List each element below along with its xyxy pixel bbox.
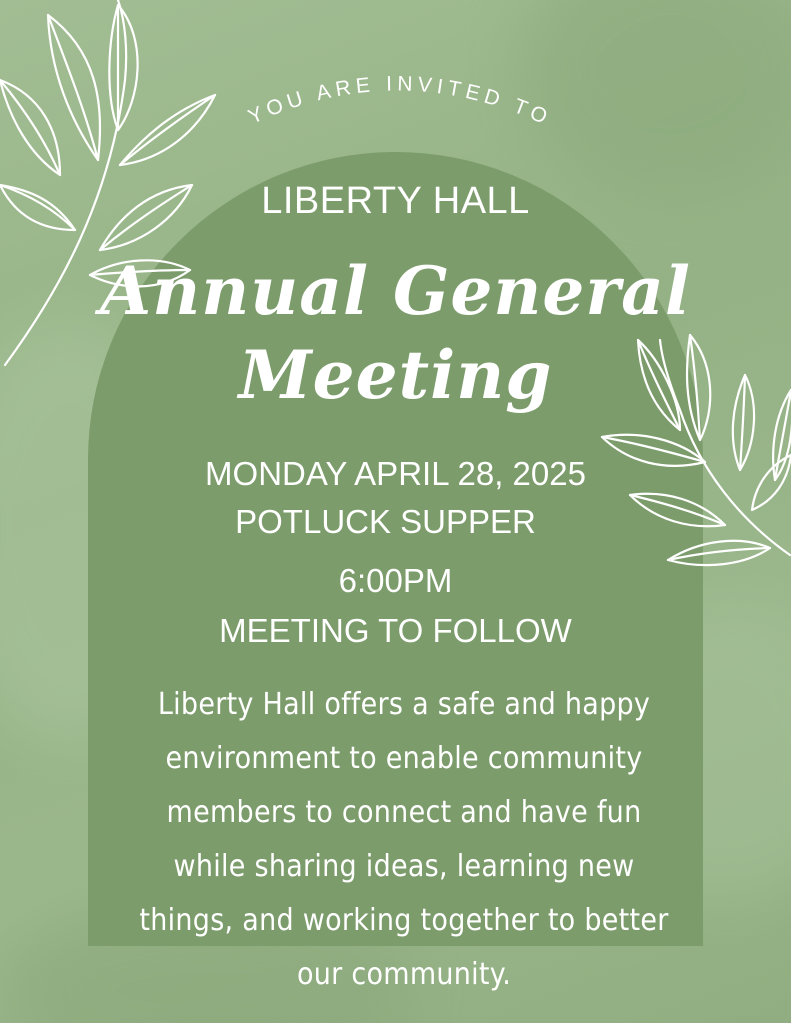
event-time: 6:00PM xyxy=(338,562,453,599)
invite-line: YOU ARE INVITED TO xyxy=(244,72,556,131)
event-follow: MEETING TO FOLLOW xyxy=(219,612,572,649)
event-supper: POTLUCK SUPPER xyxy=(235,503,536,540)
event-date: MONDAY APRIL 28, 2025 xyxy=(205,455,586,492)
venue-name: LIBERTY HALL xyxy=(261,180,530,222)
event-title-line1: Annual General xyxy=(100,252,691,330)
event-title-line2: Meeting xyxy=(238,336,553,414)
description-paragraph: Liberty Hall offers a safe and happy environment to enable community members to connect and have fun while sharing ideas, learning new things, and working together to better our community. xyxy=(139,687,669,992)
